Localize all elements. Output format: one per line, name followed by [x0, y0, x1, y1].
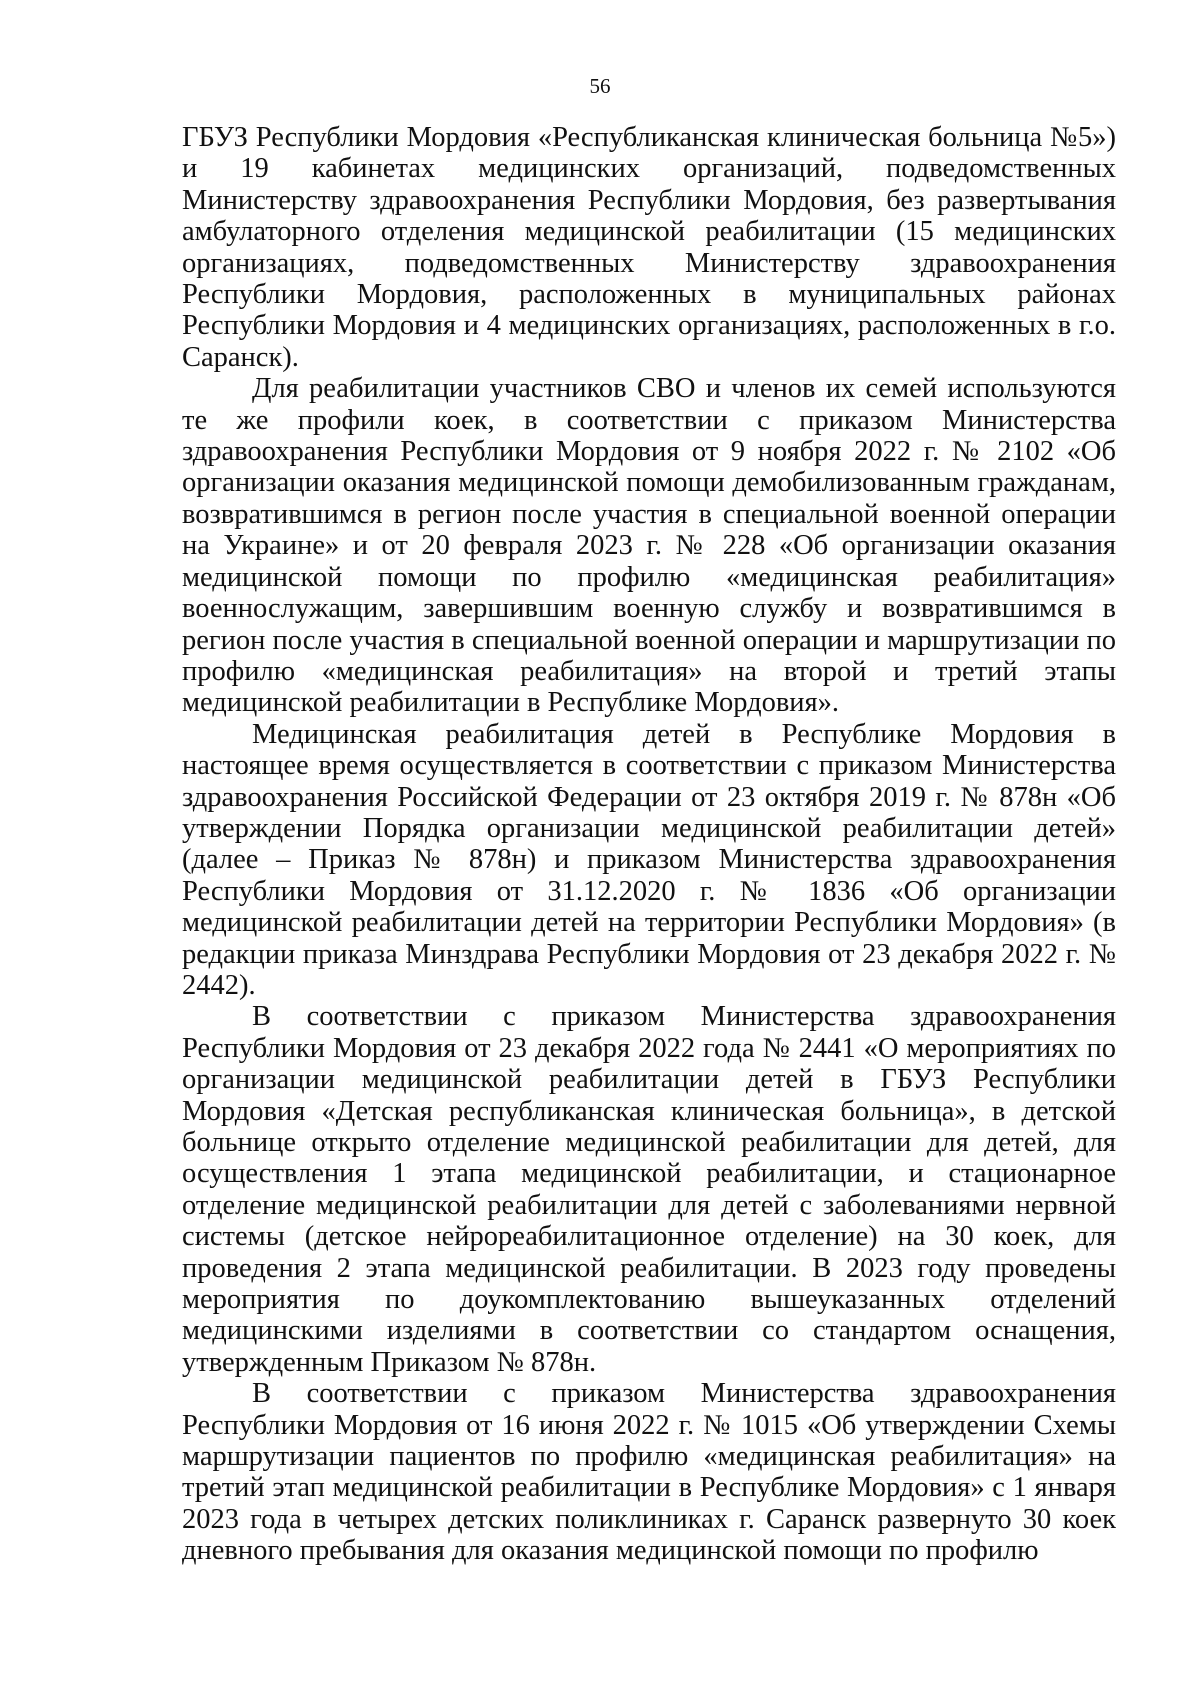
paragraph-4: В соответствии с приказом Министерства здравоохранения Республики Мордовия от 23 декабря 2022 года № 2441 «О мероприятиях по организации медицинской реабилитации детей в ГБУЗ Республики Мордовия «Детская республиканская клиническая больница», в детской больнице открыто отделение медицинской реабилитации для детей, для осуществления 1 этапа медицинской реабилитации, и стационарное отделение медицинской реабилитации для детей с заболеваниями нервной системы (детское нейрореабилитационное отделение) на 30 коек, для проведения 2 этапа медицинской реабилитации. В 2023 году проведены мероприятия по доукомплектованию вышеуказанных отделений медицинскими изделиями в соответствии со стандартом оснащения, утвержденным Приказом № 878н. [182, 1001, 1116, 1378]
paragraph-3: Медицинская реабилитация детей в Республике Мордовия в настоящее время осуществляется в соответствии с приказом Министерства здравоохранения Российской Федерации от 23 октября 2019 г. № 878н «Об утверждении Порядка организации медицинской реабилитации детей» (далее – Приказ № 878н) и приказом Министерства здравоохранения Республики Мордовия от 31.12.2020 г. № 1836 «Об организации медицинской реабилитации детей на территории Республики Мордовия» (в редакции приказа Минздрава Республики Мордовия от 23 декабря 2022 г. № 2442). [182, 718, 1116, 1001]
body-text [182, 122, 1116, 1567]
paragraph-1: ГБУЗ Республики Мордовия «Республиканская клиническая больница №5») и 19 кабинетах медицинских организаций, подведомственных Министерству здравоохранения Республики Мордовия, без развертывания амбулаторного отделения медицинской реабилитации (15 медицинских организациях, подведомственных Министерству здравоохранения Республики Мордовия, расположенных в муниципальных районах Республики Мордовия и 4 медицинских организациях, расположенных в г.о. Саранск). [182, 122, 1116, 373]
paragraph-5: В соответствии с приказом Министерства здравоохранения Республики Мордовия от 16 июня 2022 г. № 1015 «Об утверждении Схемы маршрутизации пациентов по профилю «медицинская реабилитация» на третий этап медицинской реабилитации в Республике Мордовия» с 1 января 2023 года в четырех детских поликлиниках г. Саранск развернуто 30 коек дневного пребывания для оказания медицинской помощи по профилю [182, 1378, 1116, 1567]
paragraph-2: Для реабилитации участников СВО и членов их семей используются те же профили коек, в соответствии с приказом Министерства здравоохранения Республики Мордовия от 9 ноября 2022 г. № 2102 «Об организации оказания медицинской помощи демобилизованным гражданам, возвратившимся в регион после участия в специальной военной операции на Украине» и от 20 февраля 2023 г. № 228 «Об организации оказания медицинской помощи по профилю «медицинская реабилитация» военнослужащим, завершившим военную службу и возвратившимся в регион после участия в специальной военной операции и маршрутизации по профилю «медицинская реабилитация» на второй и третий этапы медицинской реабилитации в Республике Мордовия». [182, 373, 1116, 719]
page-number: 56 [589, 74, 611, 98]
